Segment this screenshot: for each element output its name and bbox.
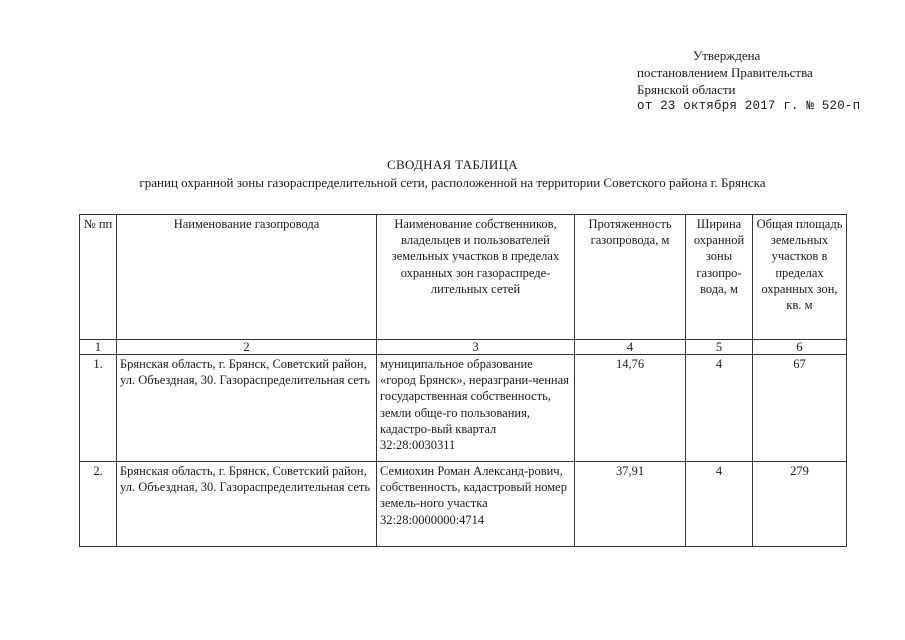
column-number: 3 xyxy=(377,340,575,355)
row-pipeline: Брянская область, г. Брянск, Советский район, ул. Объездная, 30. Газораспределительная сеть xyxy=(117,355,377,462)
approval-line-region: Брянской области xyxy=(637,82,736,97)
approval-line-resolution: постановлением Правительства xyxy=(637,65,813,80)
row-owners: Семиохин Роман Александ-рович, собственность, кадастровый номер земель-ного участка 32:28:0000000:4714 xyxy=(377,462,575,547)
header-length: Протяженность газопровода, м xyxy=(575,215,686,340)
row-num: 2. xyxy=(80,462,117,547)
header-num: № пп xyxy=(80,215,117,340)
row-area: 67 xyxy=(753,355,847,462)
document-subtitle: границ охранной зоны газораспределительной сети, расположенной на территории Советского района г. Брянска xyxy=(139,175,766,190)
row-owners: муниципальное образование «город Брянск», неразграни-ченная государственная собственность, земли обще-го пользования, кадастро-вый квартал 32:28:0030311 xyxy=(377,355,575,462)
document-title: СВОДНАЯ ТАБЛИЦА xyxy=(387,157,518,172)
approval-line-approved: Утверждена xyxy=(693,48,761,63)
row-pipeline: Брянская область, г. Брянск, Советский район, ул. Объездная, 30. Газораспределительная сеть xyxy=(117,462,377,547)
column-number: 1 xyxy=(80,340,117,355)
header-pipeline: Наименование газопровода xyxy=(117,215,377,340)
header-area: Общая площадь земельных участков в пределах охранных зон, кв. м xyxy=(753,215,847,340)
summary-table xyxy=(79,214,847,547)
column-number: 4 xyxy=(575,340,686,355)
row-length: 14,76 xyxy=(575,355,686,462)
column-number-row xyxy=(80,340,847,355)
column-number: 6 xyxy=(753,340,847,355)
row-width: 4 xyxy=(686,462,753,547)
table-header-row xyxy=(80,215,847,340)
approval-stamp xyxy=(637,47,860,115)
row-length: 37,91 xyxy=(575,462,686,547)
approval-line-date-number: от 23 октября 2017 г. № 520-п xyxy=(637,99,861,113)
row-width: 4 xyxy=(686,355,753,462)
row-area: 279 xyxy=(753,462,847,547)
row-num: 1. xyxy=(80,355,117,462)
header-width: Ширина охранной зоны газопро-вода, м xyxy=(686,215,753,340)
table-row xyxy=(80,355,847,462)
column-number: 5 xyxy=(686,340,753,355)
column-number: 2 xyxy=(117,340,377,355)
header-owners: Наименование собственников, владельцев и пользователей земельных участков в пределах охранных зон газораспреде-лительных сетей xyxy=(377,215,575,340)
table-row xyxy=(80,462,847,547)
